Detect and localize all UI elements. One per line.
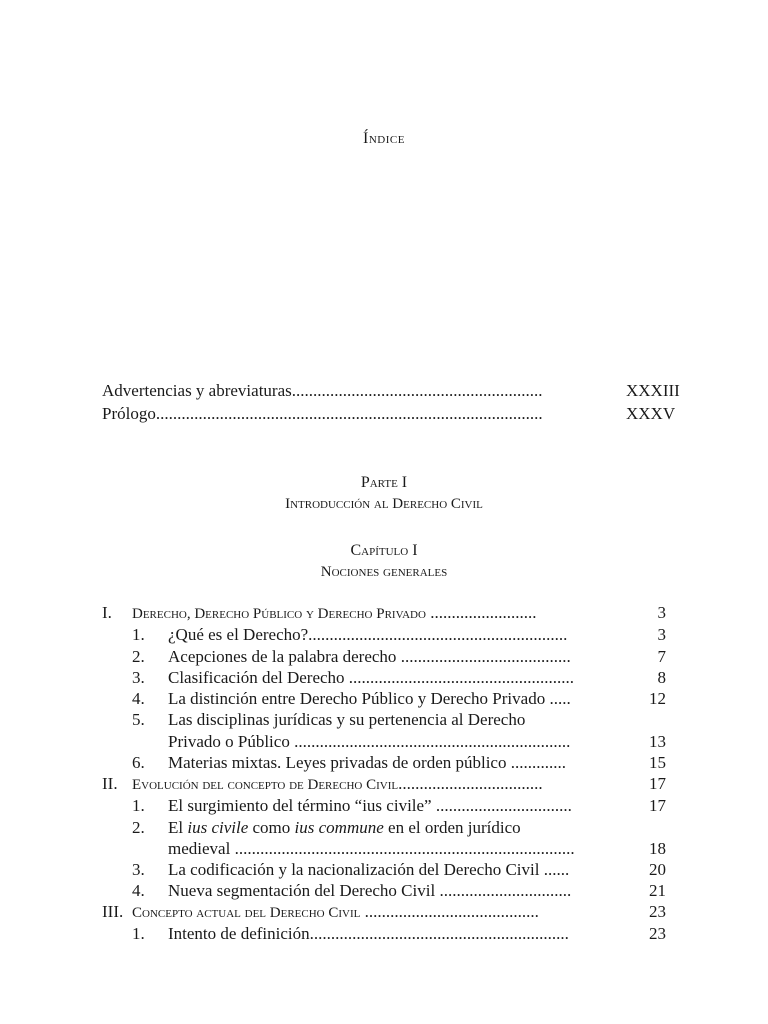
toc-section-3: [0, 901, 768, 923]
entry-leader: ................................................................................: [234, 839, 575, 858]
section-number: II.: [102, 774, 118, 793]
toc-section-1: [0, 602, 768, 624]
item-title-continuation: Privado o Público: [168, 732, 290, 751]
item-number: 1.: [132, 924, 145, 943]
entry-leader: .................................................................: [294, 732, 571, 751]
item-title: El surgimiento del término “ius civile”: [168, 796, 432, 815]
item-number: 1.: [132, 796, 145, 815]
chapter-title: Nociones generales: [320, 564, 448, 580]
toc-item: [0, 752, 768, 774]
entry-page: 3: [657, 625, 666, 644]
entry-leader: ..................................: [398, 774, 543, 793]
part-title: Introducción al Derecho Civil: [285, 496, 483, 512]
index-title: Índice: [363, 130, 405, 147]
entry-page: 13: [649, 732, 666, 751]
item-title: Clasificación del Derecho: [168, 668, 345, 687]
item-title-continuation: medieval: [168, 839, 231, 858]
toc-item: [0, 688, 768, 710]
toc-entry-prologo: [0, 403, 768, 425]
item-title: ¿Qué es el Derecho?: [168, 625, 309, 644]
toc-item: [0, 646, 768, 668]
title-part-italic: ius commune: [294, 818, 384, 837]
item-title: La codificación y la nacionalización del Derecho Civil: [168, 860, 540, 879]
entry-leader: ...........................................................: [291, 381, 543, 400]
entry-leader: ........................................: [400, 647, 571, 666]
entry-page: XXXV: [626, 404, 676, 423]
item-title: Nueva segmentación del Derecho Civil: [168, 881, 436, 900]
item-number: 4.: [132, 881, 145, 900]
title-part: como: [248, 818, 295, 837]
toc-item: [0, 624, 768, 646]
item-number: 3.: [132, 668, 145, 687]
part-label: Parte I: [360, 474, 408, 491]
toc-entry-advertencias: [0, 380, 768, 402]
item-title: [168, 817, 521, 839]
item-number: 6.: [132, 753, 145, 772]
item-number: 4.: [132, 689, 145, 708]
entry-page: 3: [657, 603, 666, 622]
entry-page: 15: [649, 753, 666, 772]
entry-leader: ......: [543, 860, 570, 879]
item-title: Acepciones de la palabra derecho: [168, 647, 397, 666]
entry-page: 7: [657, 647, 666, 666]
entry-leader: .....: [549, 689, 571, 708]
section-number: III.: [102, 902, 124, 921]
toc-item: [0, 880, 768, 902]
section-title: Evolución del concepto de Derecho Civil: [132, 777, 399, 793]
toc-item: [0, 923, 768, 945]
entry-page: XXXIII: [626, 381, 680, 400]
item-number: 3.: [132, 860, 145, 879]
entry-page: 17: [649, 796, 666, 815]
title-part: en el orden jurídico: [383, 818, 521, 837]
toc-item: [0, 667, 768, 689]
section-title: Concepto actual del Derecho Civil: [132, 905, 361, 921]
entry-title: Advertencias y abreviaturas: [102, 381, 292, 400]
toc-item: [0, 795, 768, 817]
entry-page: 23: [649, 924, 666, 943]
item-title: Las disciplinas jurídicas y su pertenencia al Derecho: [168, 710, 526, 729]
title-part: El: [168, 818, 188, 837]
section-number: I.: [102, 603, 112, 622]
toc-item-continuation: [0, 838, 768, 860]
item-number: 5.: [132, 710, 145, 729]
toc-item: [0, 859, 768, 881]
title-part-italic: ius civile: [187, 818, 249, 837]
item-title: La distinción entre Derecho Público y Derecho Privado: [168, 689, 546, 708]
entry-leader: ...............................: [439, 881, 572, 900]
entry-page: 12: [649, 689, 666, 708]
item-title: Materias mixtas. Leyes privadas de orden público: [168, 753, 507, 772]
entry-leader: ...........................................................................................: [155, 404, 543, 423]
entry-page: 18: [649, 839, 666, 858]
toc-item-continuation: [0, 731, 768, 753]
entry-leader: .............................................................: [308, 625, 568, 644]
item-number: 2.: [132, 818, 145, 837]
entry-page: 8: [657, 668, 666, 687]
entry-leader: .............: [510, 753, 566, 772]
toc-item: [0, 817, 768, 839]
entry-page: 20: [649, 860, 666, 879]
entry-leader: .........................: [430, 603, 537, 622]
toc-item: [0, 709, 768, 731]
entry-page: 21: [649, 881, 666, 900]
entry-title: Prólogo: [102, 404, 156, 423]
entry-leader: .....................................................: [348, 668, 575, 687]
entry-page: 17: [649, 774, 666, 793]
item-number: 1.: [132, 625, 145, 644]
section-title: Derecho, Derecho Público y Derecho Privado: [132, 606, 426, 622]
chapter-label: Capítulo I: [350, 542, 418, 559]
item-title: Intento de definición: [168, 924, 310, 943]
item-number: 2.: [132, 647, 145, 666]
entry-leader: ................................: [435, 796, 572, 815]
entry-page: 23: [649, 902, 666, 921]
toc-section-2: [0, 773, 768, 795]
entry-leader: .........................................: [364, 902, 539, 921]
entry-leader: .............................................................: [309, 924, 569, 943]
